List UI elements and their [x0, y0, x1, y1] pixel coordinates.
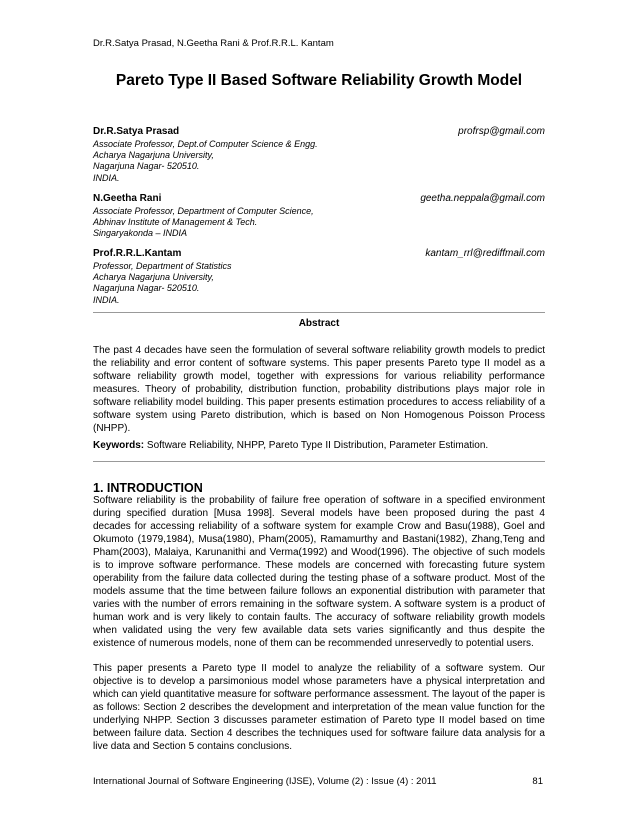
author-affiliation-line: Singaryakonda – INDIA — [93, 228, 188, 239]
author-affiliation-line: Nagarjuna Nagar- 520510. — [93, 283, 200, 294]
paper-title: Pareto Type II Based Software Reliability Growth Model — [115, 72, 523, 89]
author-name: N.Geetha Rani — [93, 193, 162, 204]
author-affiliation-line: Acharya Nagarjuna University, — [93, 150, 214, 161]
author-name: Dr.R.Satya Prasad — [93, 126, 180, 137]
author-affiliation-line: Professor, Department of Statistics — [93, 261, 232, 271]
keywords-label: Keywords: — [93, 440, 145, 451]
divider-bottom — [93, 461, 545, 462]
author-affiliation-line: Nagarjuna Nagar- 520510. — [93, 161, 200, 172]
author-block-3 — [93, 248, 545, 306]
intro-paragraph-2: This paper presents a Pareto type II model to analyze the reliability of a software system. Our objective is to develop a parsimonious model whose parameters have a physical interpretation and which can yield quantitative measure for software performance assessment. The layout of the paper is as follows: Section 2 describes the development and interpretation of the mean value function for the underlying NHPP. Section 3 discusses parameter estimation of Pareto type II model based on time between failure data. Section 4 describes the techniques used for software failure data analysis for a live data and Section 5 contains conclusions. — [93, 663, 545, 752]
abstract-heading: Abstract — [298, 318, 340, 329]
keywords-text: Software Reliability, NHPP, Pareto Type II Distribution, Parameter Estimation. — [146, 440, 489, 451]
author-affiliation-line: Associate Professor, Dept.of Computer Science & Engg. — [93, 139, 318, 149]
author-affiliation-line: INDIA. — [93, 172, 120, 183]
author-block-2 — [93, 193, 545, 240]
footer-journal: International Journal of Software Engineering (IJSE), Volume (2) : Issue (4) : 2011 — [93, 776, 437, 787]
section-heading-introduction: 1. INTRODUCTION — [93, 481, 203, 495]
abstract-text: The past 4 decades have seen the formulation of several software reliability growth models to predict the reliability and error content of software systems. This paper presents Pareto type II model as a software reliability growth model, together with expressions for various reliability performance measures. Theory of probability, distribution function, probability distributions plays major role in software reliability model building. This paper presents estimation procedures to access reliability of a software system using Pareto distribution, which is based on Non Homogenous Poisson Process (NHPP). — [93, 345, 545, 434]
author-block-1 — [93, 126, 545, 184]
intro-paragraph-1: Software reliability is the probability of failure free operation of software in a specified environment during specified duration [Musa 1998]. Several models have been proposed during the past 4 decades for accessing reliability of a software system for example Crow and Basu(1988), Goel and Okumoto (1979,1984), Musa(1980), Pham(2005), Ramamurthy and Bastani(1982), Zhang,Teng and Pham(2003), Malaiya, Karunanithi and Verma(1992) and Wood(1996). The objective of such models is to improve software performance. These models are concerned with forecasting future system operability from the failure data collected during the testing phase of a software product. Most of the models assume that the time between failure follows an exponential distribution with parameter that varies with the number of errors remaining in the software system. A software system is a product of human work and is very likely to contain faults. The accuracy of software reliability growth models when validated using the very few available data sets varies significantly and thus despite the existence of numerous models, none of them can be recommended unreservedly to potential users. — [93, 495, 545, 649]
author-affiliation-line: Acharya Nagarjuna University, — [93, 272, 214, 283]
author-name: Prof.R.R.L.Kantam — [93, 248, 182, 259]
author-email: kantam_rrl@rediffmail.com — [425, 248, 545, 259]
author-email: geetha.neppala@gmail.com — [420, 193, 545, 204]
author-affiliation-line: Associate Professor, Department of Computer Science, — [93, 206, 314, 216]
author-email: profrsp@gmail.com — [458, 126, 545, 137]
running-header: Dr.R.Satya Prasad, N.Geetha Rani & Prof.R.R.L. Kantam — [93, 38, 334, 49]
page-number: 81 — [532, 776, 543, 787]
keywords — [93, 439, 545, 452]
author-affiliation-line: Abhinav Institute of Management & Tech. — [93, 217, 258, 228]
author-affiliation-line: INDIA. — [93, 294, 120, 305]
divider-top — [93, 312, 545, 313]
